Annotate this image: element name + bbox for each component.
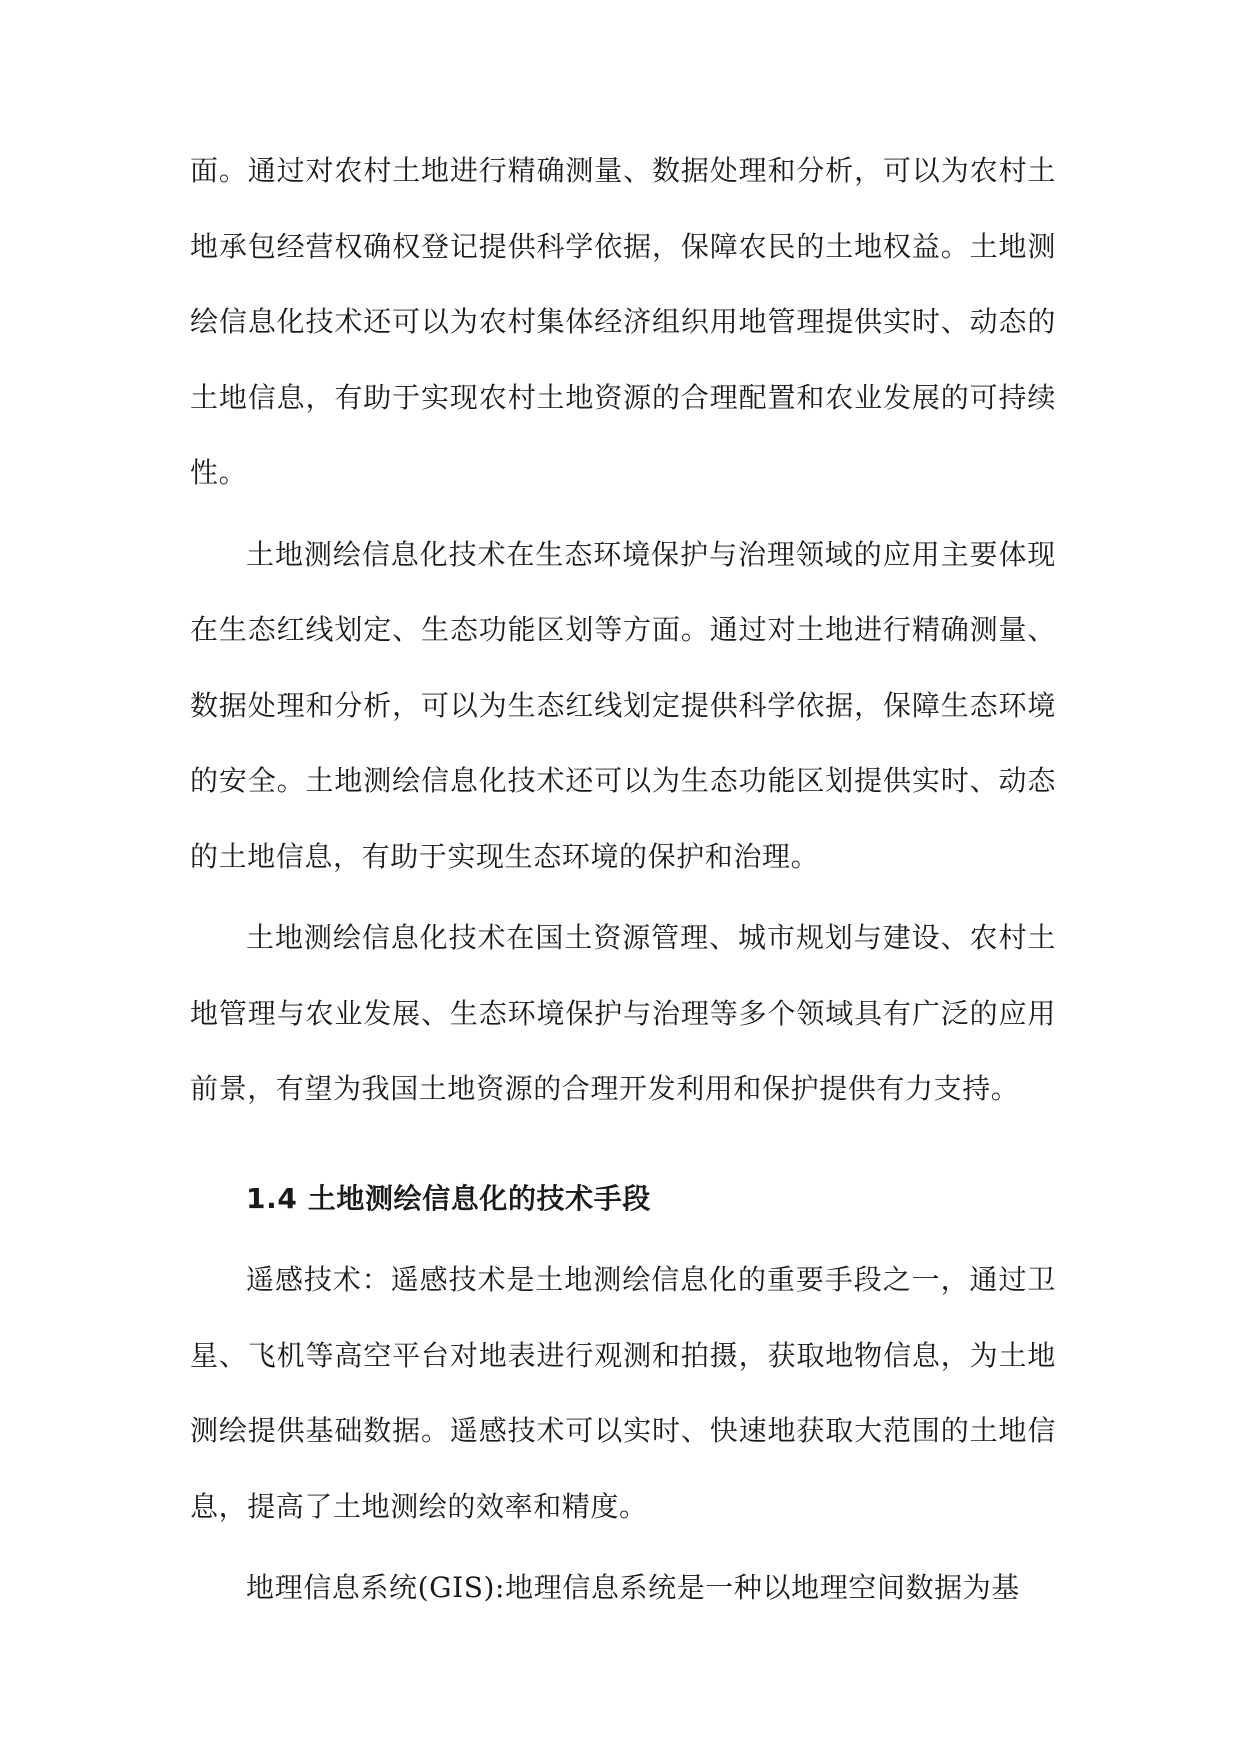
paragraph-summary: 土地测绘信息化技术在国土资源管理、城市规划与建设、农村土地管理与农业发展、生态环境保护与治理等多个领域具有广泛的应用前景，有望为我国土地资源的合理开发利用和保护提供有力支持。 — [190, 921, 1056, 1105]
document-page — [190, 133, 1056, 1626]
paragraph-gis: 地理信息系统(GIS):地理信息系统是一种以地理空间数据为基 — [246, 1571, 1020, 1604]
paragraph-continuation: 面。通过对农村土地进行精确测量、数据处理和分析，可以为农村土地承包经营权确权登记提供科学依据，保障农民的土地权益。土地测绘信息化技术还可以为农村集体经济组织用地管理提供实时、动态的土地信息，有助于实现农村土地资源的合理配置和农业发展的可持续性。 — [190, 154, 1056, 489]
paragraph-remote-sensing: 遥感技术：遥感技术是土地测绘信息化的重要手段之一，通过卫星、飞机等高空平台对地表进行观测和拍摄，获取地物信息，为土地测绘提供基础数据。遥感技术可以实时、快速地获取大范围的土地信息，提高了土地测绘的效率和精度。 — [190, 1263, 1056, 1523]
section-heading: 1.4 土地测绘信息化的技术手段 — [246, 1181, 651, 1215]
paragraph-ecology: 土地测绘信息化技术在生态环境保护与治理领域的应用主要体现在生态红线划定、生态功能区划等方面。通过对土地进行精确测量、数据处理和分析，可以为生态红线划定提供科学依据，保障生态环境的安全。土地测绘信息化技术还可以为生态功能区划提供实时、动态的土地信息，有助于实现生态环境的保护和治理。 — [190, 537, 1056, 873]
